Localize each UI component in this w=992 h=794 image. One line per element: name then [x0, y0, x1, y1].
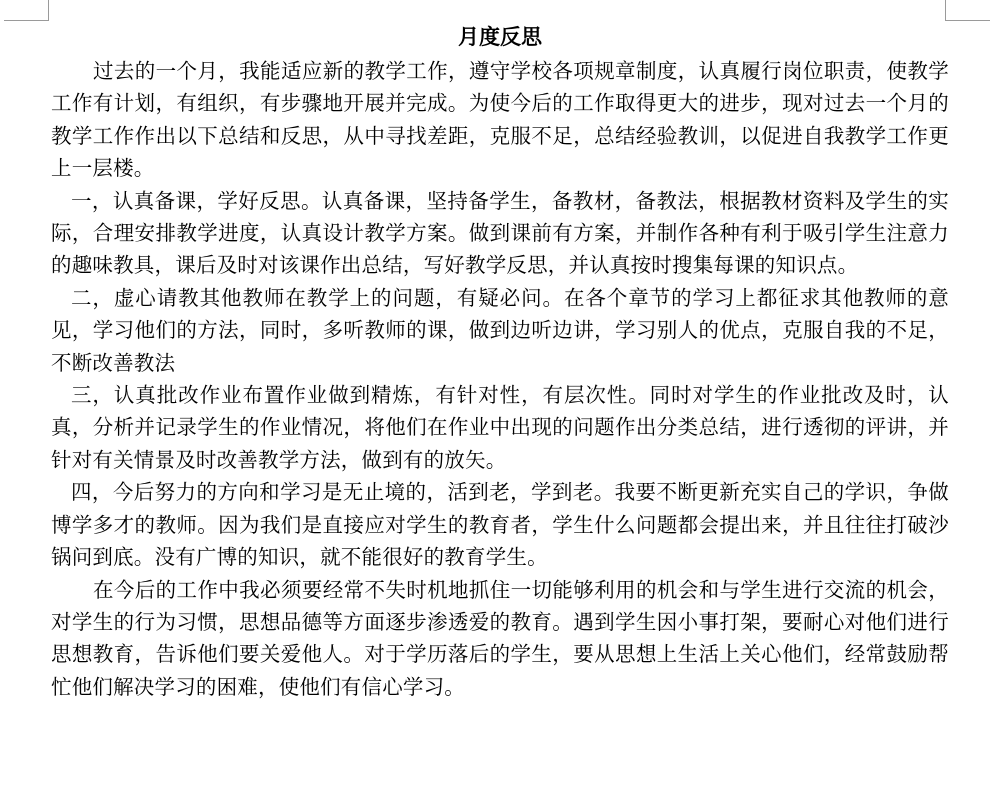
paragraph-intro: 过去的一个月，我能适应新的教学工作，遵守学校各项规章制度，认真履行岗位职责，使教学工作有计划，有组织，有步骤地开展并完成。为使今后的工作取得更大的进步，现对过去一个月的教学工作作出以下总结和反思，从中寻找差距，克服不足，总结经验教训，以促进自我教学工作更上一层楼。 [51, 59, 949, 181]
paragraph-point-3: 三，认真批改作业布置作业做到精炼，有针对性，有层次性。同时对学生的作业批改及时，认真，分析并记录学生的作业情况，将他们在作业中出现的问题作出分类总结，进行透彻的评讲，并针对有关情景及时改善教学方法，做到有的放矢。 [51, 383, 949, 472]
crop-mark-top-left [4, 0, 49, 21]
paragraph-point-4: 四，今后努力的方向和学习是无止境的，活到老，学到老。我要不断更新充实自己的学识，争做博学多才的教师。因为我们是直接应对学生的教育者，学生什么问题都会提出来，并且往往打破沙锅问到底。没有广博的知识，就不能很好的教育学生。 [51, 480, 949, 570]
document-title: 月度反思 [458, 25, 542, 49]
paragraph-point-1: 一，认真备课，学好反思。认真备课，坚持备学生，备教材，备教法，根据教材资料及学生的实际，合理安排教学进度，认真设计教学方案。做到课前有方案，并制作各种有利于吸引学生注意力的趣味教具，课后及时对该课作出总结，写好教学反思，并认真按时搜集每课的知识点。 [51, 188, 949, 278]
crop-mark-top-right [945, 0, 990, 21]
document-page [51, 22, 949, 703]
paragraph-point-2: 二，虚心请教其他教师在教学上的问题，有疑必问。在各个章节的学习上都征求其他教师的意见，学习他们的方法，同时，多听教师的课，做到边听边讲，学习别人的优点，克服自我的不足，不断改善教法 [51, 285, 949, 375]
paragraph-conclusion: 在今后的工作中我必须要经常不失时机地抓住一切能够利用的机会和与学生进行交流的机会，对学生的行为习惯，思想品德等方面逐步渗透爱的教育。遇到学生因小事打架，要耐心对他们进行思想教育，告诉他们要关爱他人。对于学历落后的学生，要从思想上生活上关心他们，经常鼓励帮忙他们解决学习的困难，使他们有信心学习。 [51, 577, 949, 699]
